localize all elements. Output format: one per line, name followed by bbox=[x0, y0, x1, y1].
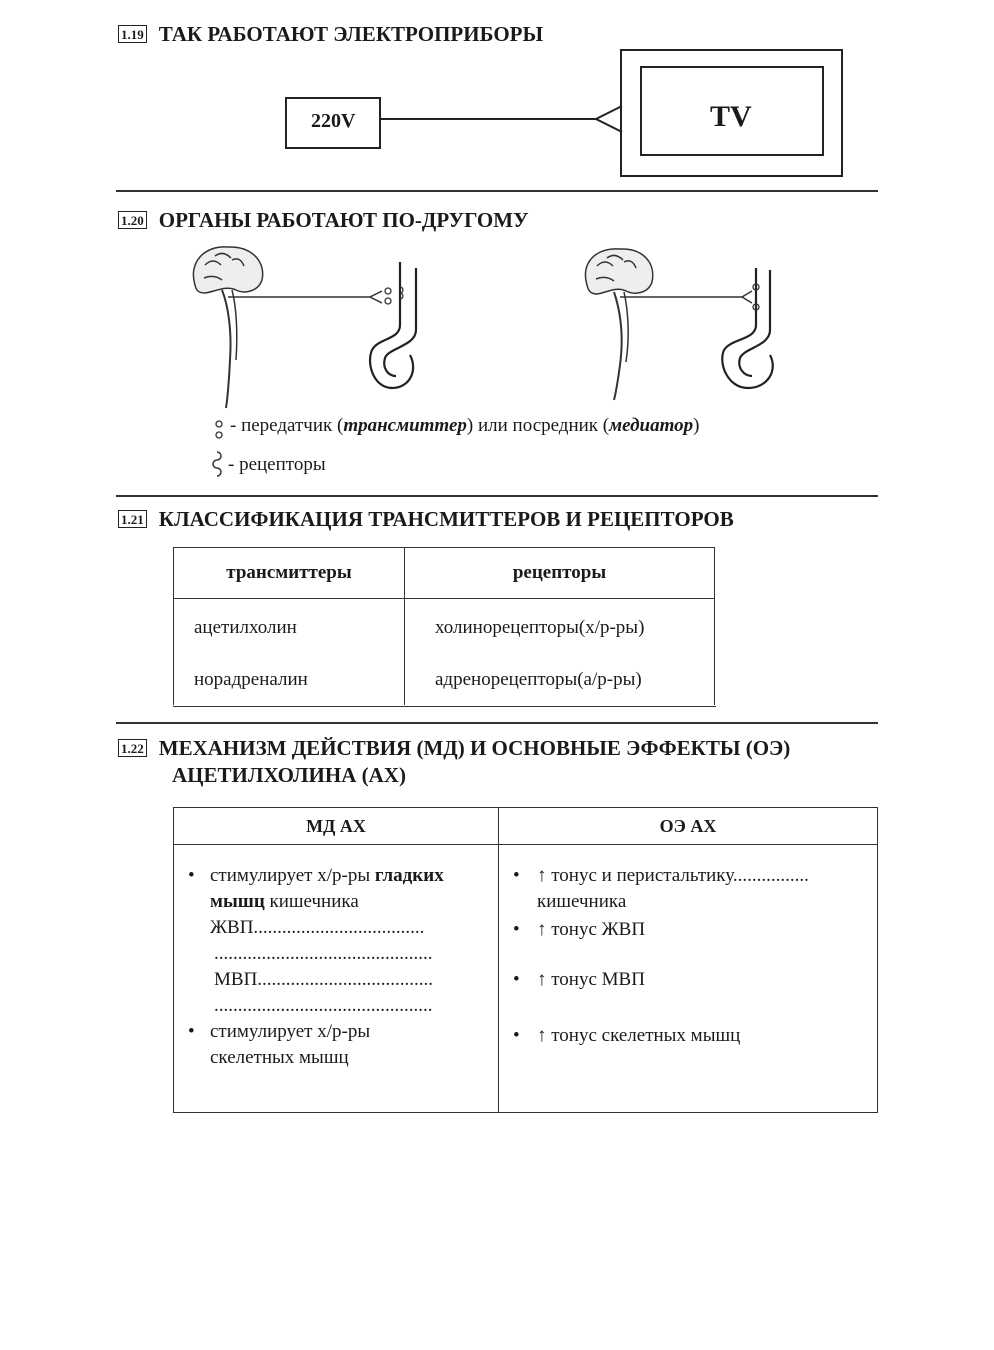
legend-transmitter: - передатчик (трансмиттер) или посредник (медиатор) bbox=[230, 415, 700, 436]
zhvp-line: ЖВП.................................... bbox=[210, 917, 425, 938]
legend-receptors: - рецепторы bbox=[228, 454, 326, 475]
mvp-line: МВП..................................... bbox=[214, 969, 434, 990]
brain-icon-left bbox=[193, 247, 262, 408]
effects-cell bbox=[499, 845, 878, 1113]
list-item: • ↑ тонус и перистальтику................ кишечника bbox=[499, 863, 877, 915]
divider bbox=[116, 495, 878, 497]
list-item: • ↑ тонус ЖВП bbox=[499, 917, 877, 943]
dotted-line: .............................................. bbox=[214, 995, 433, 1016]
table-bottom-border bbox=[173, 706, 716, 707]
section-1-22-heading bbox=[118, 735, 790, 789]
section-title-line2: АЦЕТИЛХОЛИНА (АХ) bbox=[172, 763, 406, 787]
transmitter-icon-left bbox=[385, 288, 391, 304]
intestine-icon-right bbox=[722, 268, 772, 388]
section-title: КЛАССИФИКАЦИЯ ТРАНСМИТТЕРОВ И РЕЦЕПТОРОВ bbox=[158, 507, 734, 531]
section-title: ОРГАНЫ РАБОТАЮТ ПО-ДРУГОМУ bbox=[158, 208, 529, 232]
list-item: • ↑ тонус МВП bbox=[499, 967, 877, 993]
list-item: • стимулирует х/р-ры скелетных мышц bbox=[174, 1019, 498, 1071]
section-number: 1.22 bbox=[118, 739, 147, 757]
table-cell: ацетилхолин bbox=[194, 617, 297, 638]
dotted-line: .............................................. bbox=[214, 943, 433, 964]
section-1-21-heading bbox=[118, 507, 734, 532]
classification-table bbox=[173, 547, 715, 705]
divider bbox=[116, 722, 878, 724]
section-number: 1.20 bbox=[118, 211, 147, 229]
divider bbox=[116, 190, 878, 192]
receptor-legend-icon bbox=[213, 452, 221, 476]
table-header: ОЭ АХ bbox=[499, 808, 878, 845]
mechanism-table bbox=[173, 807, 878, 1113]
section-1-20-heading bbox=[118, 208, 528, 233]
section-title-line1: МЕХАНИЗМ ДЕЙСТВИЯ (МД) И ОСНОВНЫЕ ЭФФЕКТЫ (ОЭ) bbox=[158, 736, 791, 760]
table-header: рецепторы bbox=[405, 548, 715, 599]
transmitter-legend-icon bbox=[216, 421, 222, 438]
mechanism-cell bbox=[174, 845, 499, 1113]
table-cell: холинорецепторы(х/р-ры) bbox=[435, 617, 645, 638]
power-source-label: 220V bbox=[311, 110, 356, 132]
table-header: МД АХ bbox=[174, 808, 499, 845]
section-number: 1.21 bbox=[118, 510, 147, 528]
list-item: • стимулирует х/р-ры гладких мышц кишечника bbox=[174, 863, 498, 915]
table-row bbox=[174, 599, 715, 706]
table-row bbox=[174, 845, 878, 1113]
table-cell: норадреналин bbox=[194, 669, 308, 690]
list-item: • ↑ тонус скелетных мышц bbox=[499, 1023, 877, 1049]
section-title: ТАК РАБОТАЮТ ЭЛЕКТРОПРИБОРЫ bbox=[158, 22, 544, 46]
brain-icon-right bbox=[585, 249, 652, 400]
tv-label: TV bbox=[710, 100, 752, 133]
plug-connector bbox=[596, 106, 622, 132]
section-number: 1.19 bbox=[118, 25, 147, 43]
intestine-icon-left bbox=[370, 262, 416, 388]
table-cell: адренорецепторы(а/р-ры) bbox=[435, 669, 642, 690]
table-header: трансмиттеры bbox=[174, 548, 405, 599]
